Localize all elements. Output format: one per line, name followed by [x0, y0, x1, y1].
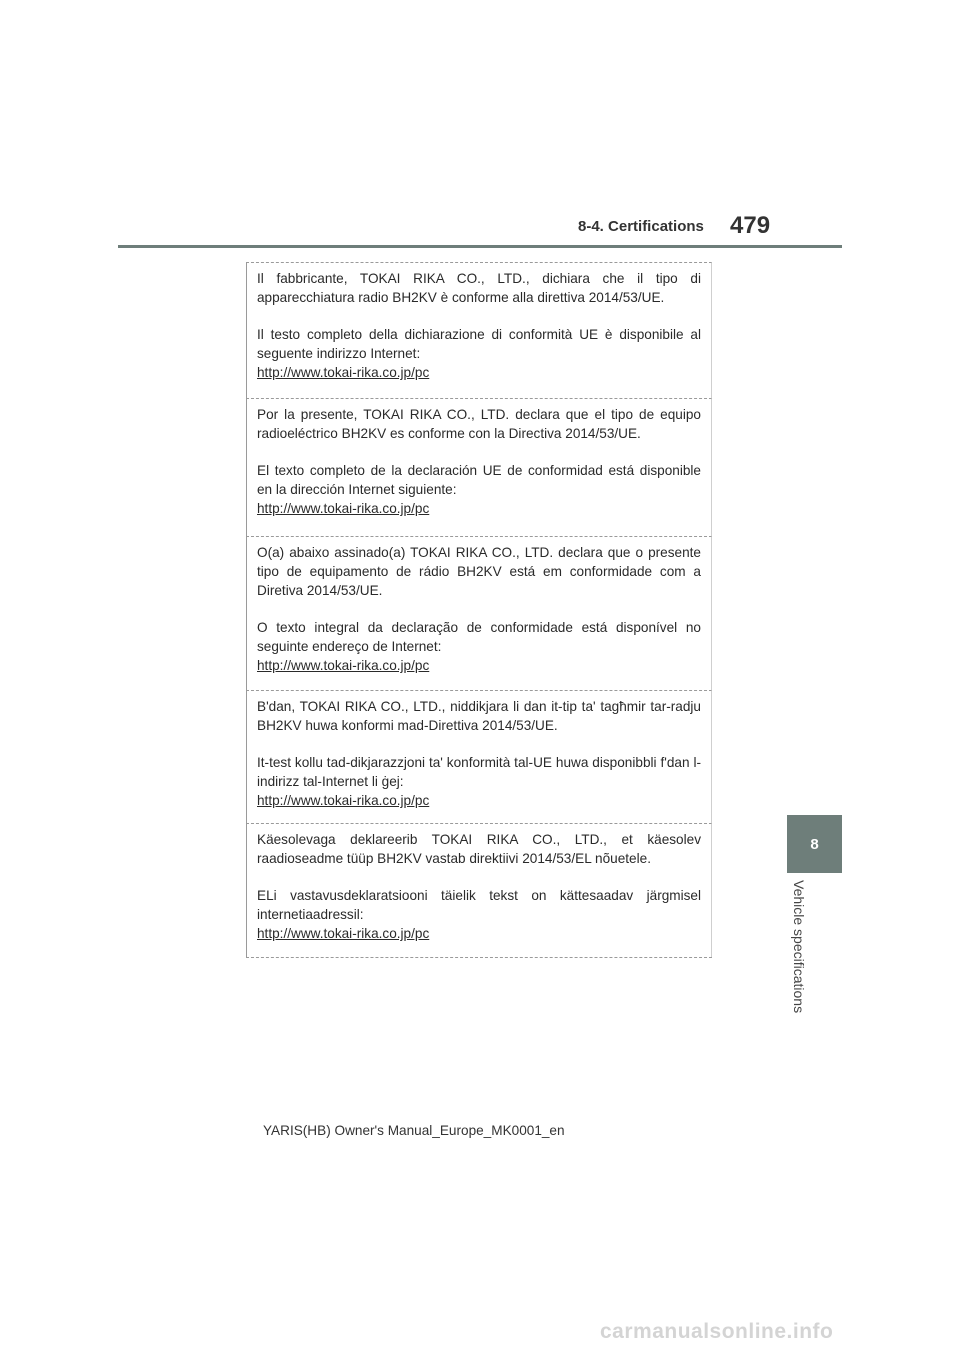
availability-text: ELi vastavusdeklaratsiooni täielik tekst on kättesaadav järgmisel internetiaadressil: http://www.tokai-rika.co.jp/pc [257, 888, 701, 941]
declaration-text: Por la presente, TOKAI RIKA CO., LTD. declara que el tipo de equipo radioeléctrico BH2KV es conforme con la Directiva 2014/53/UE. [257, 407, 701, 441]
declaration-text: Käesolevaga deklareerib TOKAI RIKA CO., LTD., et käesolev raadioseadme tüüp BH2KV vastab direktiivi 2014/53/EL nõuetele. [257, 832, 701, 866]
declaration-text: Il fabbricante, TOKAI RIKA CO., LTD., dichiara che il tipo di apparecchiatura radio BH2KV è conforme alla direttiva 2014/53/UE. [257, 271, 701, 305]
certification-spanish [246, 398, 712, 536]
availability-text: El texto completo de la declaración UE de conformidad está disponible en la dirección Internet siguiente: http://www.tokai-rika.co.jp/pc [257, 463, 701, 516]
declaration-link[interactable]: http://www.tokai-rika.co.jp/pc [257, 926, 430, 941]
box-bottom-border [246, 957, 712, 959]
chapter-tab[interactable]: 8 [787, 815, 842, 873]
footer-manual-id: YARIS(HB) Owner's Manual_Europe_MK0001_en [263, 1123, 565, 1138]
section-title: 8-4. Certifications [578, 218, 704, 235]
certification-estonian [246, 823, 712, 957]
certification-portuguese [246, 536, 712, 690]
declaration-link[interactable]: http://www.tokai-rika.co.jp/pc [257, 365, 430, 380]
declaration-text: O(a) abaixo assinado(a) TOKAI RIKA CO., LTD. declara que o presente tipo de equipamento de rádio BH2KV está em conformidade com a Diretiva 2014/53/UE. [257, 545, 701, 598]
page-number: 479 [730, 212, 771, 239]
declaration-link[interactable]: http://www.tokai-rika.co.jp/pc [257, 501, 430, 516]
chapter-side-label: Vehicle specifications [791, 880, 807, 1014]
certification-maltese [246, 690, 712, 823]
availability-text: It-test kollu tad-dikjarazzjoni ta' konformità tal-UE huwa disponibbli f'dan l-indirizz tal-Internet li ġej: http://www.tokai-rika.co.jp/pc [257, 755, 701, 808]
certification-italian [246, 262, 712, 398]
availability-text: O texto integral da declaração de conformidade está disponível no seguinte endereço de Internet: http://www.tokai-rika.co.jp/pc [257, 620, 701, 673]
declaration-text: B'dan, TOKAI RIKA CO., LTD., niddikjara li dan it-tip ta' tagħmir tar-radju BH2KV huwa konformi mad-Direttiva 2014/53/UE. [257, 699, 701, 733]
header-divider [118, 245, 842, 248]
availability-text: Il testo completo della dichiarazione di conformità UE è disponibile al seguente indirizzo Internet: http://www.tokai-rika.co.jp/pc [257, 327, 701, 380]
watermark: carmanualsonline.info [600, 1320, 834, 1343]
declaration-link[interactable]: http://www.tokai-rika.co.jp/pc [257, 793, 430, 808]
declaration-link[interactable]: http://www.tokai-rika.co.jp/pc [257, 658, 430, 673]
